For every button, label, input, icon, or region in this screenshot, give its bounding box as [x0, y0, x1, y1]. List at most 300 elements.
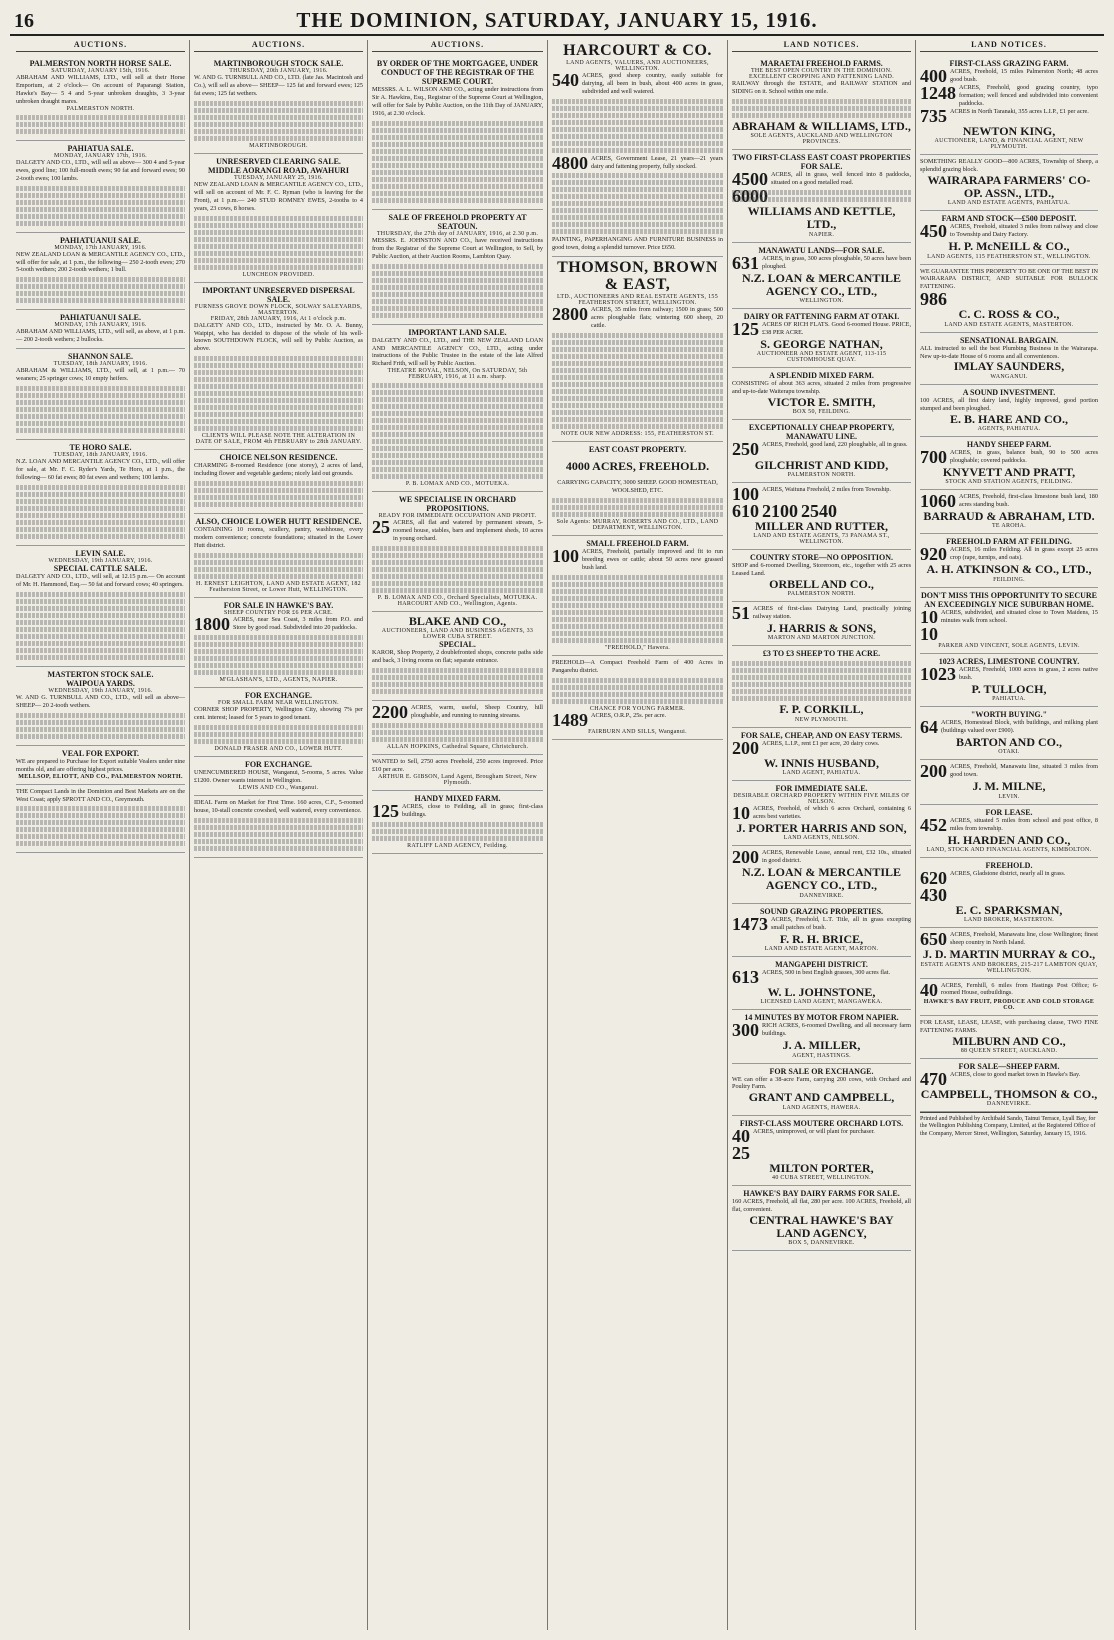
ad-heading: HAWKE'S BAY DAIRY FARMS FOR SALE.: [743, 1188, 900, 1198]
ad-text: ACRES, close to good market town in Hawke's Bay.: [950, 1070, 1081, 1078]
ad-heading: FREEHOLD FARM AT FEILDING.: [946, 537, 1072, 547]
ad-text: ACRES of first-class Dairying Land, practically joining railway station.: [753, 605, 911, 621]
ad: [732, 1186, 911, 1251]
ad-text: WE can offer a 38-acre Farm, carrying 200 cows, with Orchard and Poultry Farm.: [732, 1075, 911, 1091]
ad-advertiser: S. GEORGE NATHAN,: [760, 337, 883, 352]
ad-text: ABRAHAM & WILLIAMS, LTD., will sell, at 1 p.m.— 70 weaners; 25 springer cows; 10 empty heifers.: [16, 367, 185, 383]
ad-text: PAINTING, PAPERHANGING AND FURNITURE BUSINESS in good town, doing a splendid turnover. Price £650.: [552, 236, 723, 252]
ad-sign: WELLINGTON.: [799, 298, 844, 305]
ad-date: TUESDAY, 18th JANUARY, 1916.: [53, 452, 148, 459]
ad-advertiser: J. D. MARTIN MURRAY & CO.,: [922, 947, 1096, 962]
ad-text: ACRES, all in grass, well fenced into 8 paddocks, situated on a good metalled road.: [771, 171, 911, 186]
column-4: [548, 40, 728, 1630]
ad-heading: EAST COAST PROPERTY.: [588, 444, 687, 454]
ad-date: MONDAY, 17th JANUARY, 1916.: [54, 244, 147, 251]
ad-acreage: 700: [920, 446, 947, 467]
ad: [16, 667, 185, 746]
ad-sign: CLIENTS WILL PLEASE NOTE THE ALTERATION IN DATE OF SALE, FROM 4th FEBRUARY to 28th JANUARY.: [195, 433, 362, 446]
ad-sign: PALMERSTON NORTH.: [787, 591, 856, 598]
ad-advertiser: H. HARDEN AND CO.,: [947, 832, 1071, 847]
ad-sign: SOLE AGENTS, AUCKLAND AND WELLINGTON PROVINCES.: [750, 133, 893, 146]
ad-text: WANTED to Sell, 2750 acres Freehold, 250 acres improved. Price £10 per acre.: [372, 758, 543, 773]
ad: [552, 257, 723, 441]
ad: [372, 701, 543, 755]
ad-acreage: 200: [732, 737, 759, 758]
ad-acreage: 300: [732, 1020, 759, 1041]
ad-text: DALGETY AND CO., LTD., will sell, at 12.15 p.m.— On account of Mr. H. Hammond, Esq.— 50 fat and forward cows; 40 springers.: [16, 572, 185, 588]
ad-advertiser: BARRAUD & ABRAHAM, LTD.: [923, 509, 1095, 524]
ad-text: ACRES, Gladstone district, nearly all in grass.: [950, 869, 1066, 877]
ad-acreage: 6000: [732, 186, 768, 207]
ad-acreage: 1060: [920, 491, 956, 511]
ad: [372, 56, 543, 210]
ad-sign: Sole Agents: MURRAY, ROBERTS AND CO., LTD., LAND DEPARTMENT, WELLINGTON.: [556, 518, 719, 531]
ad: [732, 243, 911, 309]
ad-text: N.Z. LOAN AND MERCANTILE AGENCY CO., LTD., will offer for sale, at Mr. F. C. Ryder's Yards, Te Horo, at 1 p.m., the following— 60 fat ewes; 80 fat ewes and wethers; 100 lambs.: [16, 458, 185, 481]
ad-sign: ARTHUR E. GIBSON, Land Agent, Brougham Street, New Plymouth.: [377, 773, 538, 786]
ad: [920, 707, 1098, 760]
ad-heading: ALSO, CHOICE LOWER HUTT RESIDENCE.: [195, 517, 362, 527]
ad-sign: PALMERSTON NORTH.: [787, 471, 856, 478]
ad-heading: FIRST-CLASS MOUTERE ORCHARD LOTS.: [739, 1118, 904, 1128]
ad: [920, 588, 1098, 654]
ad-body-lines: [194, 635, 363, 675]
ad-acreage: 450: [920, 221, 947, 242]
ad: [920, 979, 1098, 1016]
ad-heading: SHANNON SALE.: [68, 352, 133, 362]
ad-text: SOMETHING REALLY GOOD—800 ACRES, Township of Sheep, a splendid grazing block.: [920, 157, 1098, 173]
ad-text: ACRES, close to Feilding, all in grass; first-class buildings.: [402, 802, 543, 818]
ad: [732, 56, 911, 150]
ad: [732, 309, 911, 368]
ad: [732, 420, 911, 482]
ad-subheading: WAIPOUA YARDS.: [66, 678, 135, 688]
ad-advertiser: J. HARRIS & SONS,: [766, 621, 877, 636]
ad-text: IDEAL Farm on Market for First Time. 160 acres, C.F., 5-roomed house, 10-stall concrete cowshed, well watered, every convenience.: [194, 798, 363, 814]
ad: [732, 1064, 911, 1116]
ad-text: ACRES, Freehold, good land, 220 ploughable, all in grass.: [762, 441, 908, 449]
column-header: LAND NOTICES.: [732, 40, 911, 52]
ad-sign: LAND AGENTS, VALUERS, AND AUCTIONEERS, WELLINGTON.: [566, 59, 709, 72]
column-header: AUCTIONS.: [194, 40, 363, 52]
ad-text: ACRES, situated 5 miles from school and post office, 8 miles from township.: [950, 816, 1098, 832]
ad-heading: FOR SALE—SHEEP FARM.: [958, 1061, 1060, 1071]
ad: [732, 781, 911, 846]
ad: [552, 656, 723, 740]
ad-text: ACRES, Fernhill, 6 miles from Hastings Post Office; 6-roomed House, outbuildings.: [941, 981, 1098, 997]
ad-sign: TE AROHA.: [991, 523, 1027, 530]
ad: [372, 325, 543, 493]
ad-text: ACRES, Freehold, first-class limestone bush land, 180 acres standing bush.: [959, 493, 1098, 508]
ad-text: RAILWAY through the ESTATE, and RAILWAY STATION and SIDING on it. School within one mile.: [732, 80, 911, 95]
ad-body-lines: [16, 277, 185, 303]
ad-advertiser: ORBELL AND CO.,: [769, 576, 874, 591]
ad-sign: LAND, STOCK AND FINANCIAL AGENTS, KIMBOLTON.: [926, 846, 1092, 853]
ad: [16, 310, 185, 349]
ad-date: SATURDAY, JANUARY 15th, 1916.: [51, 68, 150, 74]
ad-acreage: 540: [552, 69, 579, 90]
ad-advertiser: HARCOURT & CO.: [563, 42, 712, 59]
ad: [920, 534, 1098, 587]
ad: [920, 333, 1098, 385]
ad-text: CONTAINING 10 rooms, scullery, pantry, washhouse, every modern convenience; concrete foundations; situated in the Lower Hutt district.: [194, 526, 363, 550]
ad-body-lines: [552, 333, 723, 429]
ad-acreage: 400: [920, 66, 947, 86]
ad-sign: LAND AGENTS, NELSON.: [783, 835, 860, 842]
ad-sign: WANGANUI.: [990, 373, 1028, 380]
ad-advertiser: J. M. MILNE,: [972, 779, 1046, 794]
ad-body-lines: [194, 356, 363, 431]
ad-heading: PAHIATUANUI SALE.: [59, 235, 142, 245]
ad-advertiser: F. R. H. BRICE,: [779, 931, 864, 946]
ad-text: ACRES, 500 in best English grasses, 300 acres flat.: [762, 968, 891, 976]
column-header: AUCTIONS.: [16, 40, 185, 52]
ad-body-lines: [16, 485, 185, 539]
columns: [12, 40, 1102, 1630]
ad-heading: MANGAPEHI DISTRICT.: [775, 959, 868, 969]
ad-advertiser: E. B. HARE AND CO.,: [949, 411, 1068, 426]
ad-advertiser: GILCHRIST AND KIDD,: [754, 457, 889, 472]
ad-sign: ESTATE AGENTS AND BROKERS, 215-217 LAMBTON QUAY, WELLINGTON.: [920, 961, 1098, 974]
ad-body-lines: [372, 121, 543, 203]
ad-text: ACRES, good sheep country, easily suitable for dairying, all been in bush, about 400 acres in grass, subdivided and well watered.: [582, 71, 723, 95]
ad-text: MESSRS. E. JOHNSTON AND CO., have received instructions from the Registrar of the Supreme Court at Wellington, to Sell, by Public Auction, at their Auction Rooms, Lambton Quay.: [372, 236, 543, 260]
ad-advertiser: F. P. CORKILL,: [779, 702, 864, 717]
ad: [16, 785, 185, 854]
ad-sign: FAIRBURN AND SILLS, Wanganui.: [588, 728, 687, 735]
ad: [732, 550, 911, 602]
ad-heading: LEVIN SALE.: [75, 548, 126, 558]
ad: [732, 846, 911, 903]
ad: [194, 688, 363, 757]
ad: [552, 536, 723, 656]
ad: [372, 612, 543, 701]
ad-heading: FOR EXCHANGE.: [244, 759, 313, 769]
ad: [920, 56, 1098, 155]
ad-advertiser: W. INNIS HUSBAND,: [764, 755, 879, 770]
ad-text: ACRES, Freehold, Manawatu line, situated 3 miles from good town.: [950, 763, 1098, 779]
ad-advertiser: MILBURN AND CO.,: [952, 1033, 1066, 1048]
ad-subheading: READY FOR IMMEDIATE OCCUPATION AND PROFIT.: [378, 513, 537, 520]
ad-acreage: 40: [732, 1125, 750, 1146]
ad-sign: 88 QUEEN STREET, AUCKLAND.: [960, 1047, 1058, 1054]
ad-headline: 4000 ACRES, FREEHOLD.: [565, 458, 710, 473]
ad-heading: WE SPECIALISE IN ORCHARD PROPOSITIONS.: [398, 495, 517, 514]
ad-sign: DANNEVIRKE.: [799, 892, 844, 899]
ad-body-lines: [194, 553, 363, 579]
ad-body-lines: [732, 661, 911, 701]
ad-heading: A SOUND INVESTMENT.: [962, 387, 1056, 397]
column-header: LAND NOTICES.: [920, 40, 1098, 52]
ad-body-lines: [552, 173, 723, 234]
ad-sign: HAWKE'S BAY FRUIT, PRODUCE AND COLD STORAGE CO.: [923, 998, 1095, 1011]
ad-advertiser: THOMSON, BROWN & EAST,: [557, 259, 718, 294]
ad-acreage: 470: [920, 1068, 947, 1089]
ad-text: ACRES, 16 miles Feilding. All in grass except 25 acres crop (rape, turnips, and oats).: [950, 546, 1098, 562]
ad-body-lines: [194, 216, 363, 270]
ad-text: MESSRS. A. L. WILSON AND CO., acting under instructions from Sir A. Hawkins, Esq., Registrar of the Supreme Court at Wellington, will offer for Sale by Public Auction, on the 11th Day of JANUARY, 1916, at 2.30 o'clock.: [372, 86, 543, 117]
ad-sign: DANNEVIRKE.: [986, 1100, 1032, 1107]
ad: [372, 210, 543, 325]
ad: [194, 154, 363, 283]
ad-sign: LAND BROKER, MASTERTON.: [963, 917, 1055, 924]
ad-acreage: 25: [372, 517, 390, 538]
ad-acreage: 2100: [762, 500, 798, 521]
ad-heading: PAHIATUANUI SALE.: [59, 313, 142, 323]
ad-sign: RATLIFF LAND AGENCY, Feilding.: [407, 842, 508, 849]
ad-heading: PAHIATUA SALE.: [67, 143, 134, 153]
ad-text: FREEHOLD—A Compact Freehold Farm of 400 Acres in Pangarehu district.: [552, 658, 723, 674]
ad-advertiser: MILLER AND RUTTER,: [754, 518, 889, 533]
ad-body-lines: [552, 99, 723, 153]
ad-heading: MARTINBOROUGH STOCK SALE.: [213, 59, 344, 68]
ad-text: CHARMING 8-roomed Residence (one storey), 2 acres of land, including flower and vegetable gardens; nicely laid out grounds.: [194, 462, 363, 478]
ad-sign: BOX 5, DANNEVIRKE.: [788, 1240, 855, 1247]
ad-sign: PAHIATUA.: [992, 696, 1026, 703]
ad-heading: TWO FIRST-CLASS EAST COAST PROPERTIES FOR SALE.: [732, 153, 911, 172]
ad: [732, 602, 911, 646]
ad-acreage: 1489: [552, 709, 588, 730]
column-2: [190, 40, 368, 1630]
ad-sign: LAND AGENT, PAHIATUA.: [782, 769, 861, 776]
ad-acreage: 452: [920, 814, 947, 835]
ad-sign: ALLAN HOPKINS, Cathedral Square, Christchurch.: [386, 744, 529, 751]
ad-text: DALGETY AND CO., LTD., will sell as above— 300 4 and 5-year ewes, good line; 100 full-mouth ewes; 90 fat and forward ewes; 90 2-tooth ewes; 100 lambs.: [16, 158, 185, 182]
ad-text: 100 ACRES, all first dairy land, highly improved, good portion stumped and been ploughed.: [920, 396, 1098, 412]
ad-acreage: 200: [920, 761, 947, 782]
ad-text: FOR LEASE, LEASE, LEASE, with purchasing clause, TWO FINE FATTENING FARMS.: [920, 1018, 1098, 1034]
ad: [194, 450, 363, 514]
ad-advertiser: KNYVETT AND PRATT,: [942, 464, 1076, 479]
ad-advertiser: GRANT AND CAMPBELL,: [748, 1090, 895, 1105]
ad-text: KAROR, Shop Property, 2 doublefronted shops, concrete paths side and back, 3 living rooms on flat; separate entrance.: [372, 649, 543, 665]
imprint: Printed and Published by Archibald Sando, Tainui Terrace, Lyall Bay, for the Wellington Publishing Company, Limited, at the Registered Office of the Company, Mercer Street, Wellington, Saturday, January 15, 1916.: [920, 1112, 1098, 1139]
ad-heading: 1023 ACRES, LIMESTONE COUNTRY.: [938, 656, 1080, 666]
ad-text: ACRES, 35 miles from railway; 1500 in grass; 500 acres ploughable flats; wintering 600 sheep, 20 cattle.: [591, 305, 723, 329]
ad-sign: PARKER AND VINCENT, SOLE AGENTS, LEVIN.: [938, 642, 1080, 649]
ad: [920, 437, 1098, 490]
ad-sign: 40 CUBA STREET, WELLINGTON.: [772, 1174, 871, 1181]
ad-heading: SOUND GRAZING PROPERTIES.: [759, 906, 884, 916]
ad-text: DALGETY AND CO., LTD., and THE NEW ZEALAND LOAN AND MERCANTILE AGENCY CO., LTD., acting under instructions of the Public Trustee in the estate of the late Alfred Richard Frith, will sell by Public Auction.: [372, 336, 543, 368]
ad-heading: MARAETAI FREEHOLD FARMS.: [760, 59, 883, 68]
ad: [16, 546, 185, 667]
ad: [194, 283, 363, 451]
ad: [16, 141, 185, 233]
ad-text: ACRES, Freehold, situated 3 miles from railway and close to Township and Dairy Factory.: [950, 223, 1098, 239]
ad-text: ACRES, unimproved, or will plant for purchaser.: [753, 1127, 875, 1135]
ad-date: MONDAY, JANUARY 17th, 1916.: [54, 152, 147, 159]
ad-body-lines: [732, 99, 911, 118]
ad: [194, 796, 363, 858]
ad-sign: LICENSED LAND AGENT, MANGAWEKA.: [760, 999, 883, 1006]
ad: [372, 755, 543, 791]
ad-text: ACRES, Freehold, of which 6 acres Orchard, containing 6 acres best varieties.: [753, 804, 911, 820]
ad-text: ACRES, near Sea Coast, 3 miles from P.O. and Store by good road. Subdivided into 20 paddocks.: [233, 616, 363, 631]
ad-sign: P. B. LOMAX AND CO., Orchard Specialists, MOTUEKA.: [377, 595, 538, 602]
ad-sign: LEVIN.: [998, 793, 1020, 800]
ad-date: WEDNESDAY, 19th JANUARY, 1916.: [48, 687, 153, 694]
ad-text: RICH ACRES, 6-roomed Dwelling, and all necessary farm buildings.: [762, 1022, 911, 1038]
ad-sign: AUCTIONEER, LAND, & FINANCIAL AGENT, NEW PLYMOUTH.: [934, 137, 1084, 150]
ad-acreage: 64: [920, 717, 938, 738]
ad-body-lines: [16, 592, 185, 660]
ad-heading: SMALL FREEHOLD FARM.: [586, 538, 689, 548]
ad-body-lines: [194, 725, 363, 744]
ad-text: DALGETY AND CO., LTD., instructed by Mr. O. A. Bunny, Waipipi, who has decided to dispose of the whole of his well-known SOUTHDOWN FLOCK, will sell by Public Auction, as above.: [194, 321, 363, 353]
ad-text: ALL instructed to sell the best Plumbing Business in the Wairarapa. New up-to-date House of 6 rooms and all conveniences.: [920, 344, 1098, 360]
ad: [732, 646, 911, 727]
newspaper-title: THE DOMINION, SATURDAY, JANUARY 15, 1916.: [296, 8, 818, 32]
ad-body-lines: [372, 383, 543, 479]
column-1: [12, 40, 190, 1630]
ad-advertiser: E. C. SPARKSMAN,: [955, 903, 1063, 918]
masthead: [10, 8, 1104, 36]
ad-acreage: 610: [732, 500, 759, 521]
ad-acreage: 25: [732, 1142, 750, 1163]
ad-heading: MASTERTON STOCK SALE.: [47, 669, 154, 679]
ad-acreage: 2200: [372, 702, 408, 723]
ad-heading: "WORTH BUYING.": [970, 710, 1048, 720]
ad-heading: EXCEPTIONALLY CHEAP PROPERTY, MANAWATU LINE.: [748, 423, 895, 442]
ad: [920, 760, 1098, 804]
ad-sign: AUCTIONEERS, LAND AND BUSINESS AGENTS, 33 LOWER CUBA STREET.: [381, 628, 534, 641]
ad: [16, 440, 185, 546]
ad-subheading: FOR SMALL FARM NEAR WELLINGTON.: [218, 699, 339, 706]
ad-sign: LAND AND ESTATE AGENTS, 73 PANAMA ST., WELLINGTON.: [753, 533, 890, 546]
ad-sign: NEW PLYMOUTH.: [794, 716, 849, 723]
ad-date: TUESDAY, 18th JANUARY, 1916.: [53, 361, 148, 368]
ad-acreage: 10: [920, 623, 938, 644]
column-header: AUCTIONS.: [372, 40, 543, 52]
ad: [732, 1116, 911, 1186]
ad-heading: FARM AND STOCK—£500 DEPOSIT.: [941, 214, 1077, 224]
ad: [16, 56, 185, 141]
ad: [732, 1010, 911, 1063]
ad: [920, 1059, 1098, 1112]
ad: [16, 349, 185, 440]
ad-acreage: 920: [920, 544, 947, 565]
ad-acreage: 100: [552, 545, 579, 566]
ad-sign: AUCTIONEER AND ESTATE AGENT, 113-115 CUSTOMHOUSE QUAY.: [756, 351, 887, 364]
ad-heading: FREEHOLD.: [985, 860, 1033, 870]
ad-acreage: 1473: [732, 913, 768, 934]
ad-subheading: SPECIAL CATTLE SALE.: [53, 563, 148, 573]
ad-sign: CHANCE FOR YOUNG FARMER.: [589, 705, 686, 712]
ad-acreage: 4800: [552, 152, 588, 173]
ad-text: ACRES in North Taranaki, 355 acres L.I.P., £1 per acre.: [950, 107, 1089, 115]
ad: [372, 791, 543, 854]
ad-heading: FOR LEASE.: [985, 807, 1033, 817]
ad-text: ABRAHAM AND WILLIAMS, LTD., will sell at their Horse Emporium, at 2 o'clock— On account of Paparangi Station, Hawke's Bay— 5 4 and 5-year unbroken draughts, 3 3-year unbroken draught mares.: [16, 74, 185, 105]
ad-acreage: 650: [920, 929, 947, 950]
ad-heading: IMPORTANT LAND SALE.: [408, 327, 507, 337]
ad-sign: DONALD FRASER AND CO., LOWER HUTT.: [214, 745, 343, 752]
ad-acreage: 1800: [194, 614, 230, 634]
ad-heading: 14 MINUTES BY MOTOR FROM NAPIER.: [744, 1013, 899, 1023]
ad-advertiser: P. TULLOCH,: [971, 681, 1047, 696]
ad-text: CONSISTING of about 363 acres, situated 2 miles from progressive and up-to-date Waiterapu township.: [732, 380, 911, 396]
ad-acreage: 100: [732, 483, 759, 504]
ad-text: ACRES, Freehold, L.T. Title, all in grass excepting small patches of bush.: [771, 915, 911, 931]
ad: [372, 492, 543, 612]
ad-body-lines: [552, 575, 723, 643]
ad-advertiser: MILTON PORTER,: [769, 1160, 874, 1175]
ad-heading: TE HORO SALE.: [69, 443, 132, 453]
ad-subheading: DESIRABLE ORCHARD PROPERTY WITHIN FIVE MILES OF NELSON.: [733, 792, 910, 805]
ad-sign: MELLSOP, ELIOTT, AND CO., PALMERSTON NORTH.: [18, 773, 183, 780]
ad-body-lines: [372, 546, 543, 593]
ad-text: ACRES, Freehold, 1000 acres in grass, 2 acres native bush.: [959, 665, 1098, 681]
ad-text: ACRES, all flat and watered by permanent stream, 5-roomed house, stables, barn and implement sheds, 10 acres in young orchard.: [393, 519, 543, 543]
ad-text: WE are prepared to Purchase for Export suitable Vealers under nine months old, and are offering highest prices.: [16, 757, 185, 773]
column-5: [728, 40, 916, 1630]
ad-advertiser: N.Z. LOAN & MERCANTILE AGENCY CO., LTD.,: [741, 865, 901, 893]
ad-advertiser: BLAKE AND CO.,: [408, 614, 507, 629]
ad-acreage: 125: [732, 319, 759, 340]
ad: [732, 483, 911, 550]
ad-heading: FOR SALE IN HAWKE'S BAY.: [223, 601, 334, 610]
ad-acreage: 631: [732, 252, 759, 273]
ad-acreage: 125: [372, 800, 399, 821]
ad-text: CARRYING CAPACITY, 3000 SHEEP. GOOD HOMESTEAD, WOOLSHED, ETC.: [557, 478, 718, 494]
ad-body-lines: [372, 264, 543, 318]
ad-heading: FOR IMMEDIATE SALE.: [775, 783, 868, 793]
ad-date: THURSDAY, 20th JANUARY, 1916.: [229, 68, 328, 74]
ad-acreage: 2540: [801, 500, 837, 521]
ad-date: THEATRE ROYAL, NELSON, On SATURDAY, 5th FEBRUARY, 1916, at 11 a.m. sharp.: [387, 368, 528, 381]
ad-advertiser: NEWTON KING,: [962, 123, 1056, 138]
ad-text: THE Compact Lands in the Dominion and Best Markets are on the West Coast; apply SPROTT AND CO., Greymouth.: [16, 787, 185, 803]
ad-heading: SPECIAL.: [439, 640, 476, 650]
ad-sign: LAND AGENTS, HAWERA.: [782, 1104, 861, 1111]
ad-acreage: 620: [920, 867, 947, 888]
ad: [552, 40, 723, 257]
ad-text: SHOP and 6-roomed Dwelling, Storeroom, etc., together with 25 acres Leased Land.: [732, 562, 911, 578]
ad-text: CORNER SHOP PROPERTY, Wellington City, showing 7% per cent. interest; leased for 5 years to good tenant.: [194, 705, 363, 721]
ad-acreage: 10: [732, 802, 750, 823]
ad-text: ACRES, subdivided, and situated close to Town Maidens, 15 minutes walk from school.: [941, 608, 1098, 624]
ad-advertiser: ABRAHAM & WILLIAMS, LTD.,: [732, 118, 911, 133]
ad-body-lines: [552, 678, 723, 704]
ad: [732, 728, 911, 781]
ad-text: ACRES, Waituna Freehold, 2 miles from Township.: [762, 485, 891, 493]
ad-body-lines: [16, 115, 185, 134]
ad-text: ACRES, Freehold, good grazing country, typo formation; well fenced and subdivided into convenient paddocks.: [959, 83, 1098, 107]
ad-text: 160 ACRES, Freehold, all flat, 280 per acre. 100 ACRES, Freehold, all flat, convenient.: [732, 1197, 911, 1213]
ad: [194, 598, 363, 688]
ad-text: ABRAHAM AND WILLIAMS, LTD., will sell, as above, at 1 p.m.— 200 2-tooth wethers; 2 bullocks.: [16, 328, 185, 344]
ad-acreage: 51: [732, 603, 750, 624]
ad-date: FRIDAY, 28th JANUARY, 1916, At 1 o'clock p.m.: [210, 315, 347, 322]
ad-body-lines: [372, 668, 543, 694]
ad-heading: A SPLENDID MIXED FARM.: [769, 371, 874, 381]
ad-sign: MARTON AND MARTON JUNCTION.: [767, 635, 876, 642]
ad-acreage: 200: [732, 847, 759, 868]
ad-text: W. AND G. TURNBULL AND CO., LTD., will sell as above— SHEEP— 20 2-tooth wethers.: [16, 693, 185, 709]
ad-acreage: 986: [920, 289, 947, 310]
ad-heading: SENSATIONAL BARGAIN.: [959, 335, 1059, 345]
ad-sign: LAND AND ESTATE AGENT, MARTON.: [764, 945, 879, 952]
ad: [920, 211, 1098, 264]
ad-advertiser: W. L. JOHNSTONE,: [767, 985, 876, 1000]
ad-advertiser: VICTOR E. SMITH,: [767, 395, 876, 410]
ad-text: NEW ZEALAND LOAN & MERCANTILE AGENCY CO., LTD., will offer for sale, at 1 p.m., the following— 250 2-tooth ewes; 270 5-tooth wethers; 200 2-tooth wethers; 1 bull.: [16, 250, 185, 274]
ad-body-lines: [194, 481, 363, 507]
ad-heading: FIRST-CLASS GRAZING FARM.: [949, 59, 1069, 68]
ad-text: ACRES, in grass, balance bush, 90 to 500 acres ploughable; covered paddocks.: [950, 448, 1098, 464]
ad-heading: BY ORDER OF THE MORTGAGEE, UNDER CONDUCT OF THE REGISTRAR OF THE SUPREME COURT.: [376, 59, 539, 86]
